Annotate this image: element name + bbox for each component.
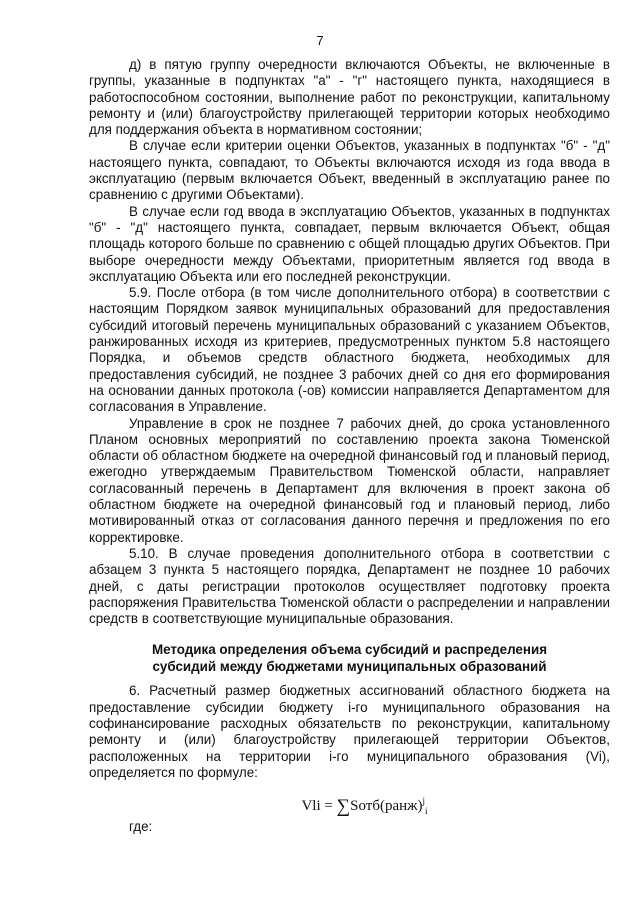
page-number: 7: [316, 33, 324, 48]
paragraph-approval: Управление в срок не позднее 7 рабочих дней, до срока установленного Планом основных мероприятий по составлению проекта закона Тюменской области об областном бюджете на очередной финансовый год и плановый период, ежегодно утверждаемым Правительством Тюменской области, направляет согласованный перечень в Департамент для включения в проект закона об областном бюджете на очередной финансовый год и плановый период, либо мотивированный отказ от согласования данного перечня и предложения по его корректировке.: [89, 415, 610, 545]
paragraph-group5: д) в пятую группу очередности включаются Объекты, не включенные в группы, указанные в подпунктах "а" - "г" настоящего пункта, находящиеся в работоспособном состоянии, выполнение работ по реконструкции, капитальному ремонту и (или) благоустройству прилегающей территории которых необходимо для поддержания объекта в нормативном состоянии;: [89, 57, 610, 138]
section-heading: [89, 641, 610, 675]
where-label: где:: [129, 819, 153, 835]
paragraph-6: 6. Расчетный размер бюджетных ассигнований областного бюджета на предоставление субсидии бюджету i-го муниципального образования на софинансирование расходных обязательств по реконструкции, капитальному ремонту и (или) благоустройству прилегающей территории Объектов, расположенных на территории i-го муниципального образования (Vi), определяется по формуле:: [89, 683, 610, 780]
formula-lhs: Vli =: [301, 798, 333, 815]
paragraph-5-9: 5.9. После отбора (в том числе дополнительного отбора) в соответствии с настоящим Порядком заявок муниципальных образований для предоставления субсидий итоговый перечень муниципальных образований с указанием Объектов, ранжированных исходя из критериев, предусмотренных пунктом 5.8 настоящего Порядка, и объемов средств областного бюджета, необходимых для предоставления субсидий, не позднее 3 рабочих дней со дня его формирования на основании данных протокола (-ов) комиссии направляется Департаментом для согласования в Управление.: [89, 285, 610, 415]
formula-subscript: i: [425, 806, 428, 817]
formula: [89, 793, 610, 819]
section-heading-line2: субсидий между бюджетами муниципальных образований: [152, 659, 547, 675]
document-body: [89, 57, 610, 836]
formula-superscript: j: [422, 796, 426, 807]
paragraph-5-10: 5.10. В случае проведения дополнительного отбора в соответствии с абзацем 3 пункта 5 настоящего порядка, Департамент не позднее 10 рабочих дней, с даты регистрации протоколов осуществляет подготовку проекта распоряжения Правительства Тюменской области о распределении и направлении средств в соответствующие муниципальные образования.: [89, 545, 610, 627]
paragraph-year-match: В случае если год ввода в эксплуатацию Объектов, указанных в подпунктах "б" - "д" настоящего пункта, совпадает, первым включается Объект, общая площадь которого больше по сравнению с общей площадью других Объектов. При выборе очередности между Объектами, приоритетным является год ввода в эксплуатацию Объекта или его последней реконструкции.: [89, 203, 610, 284]
paragraph-criteria-match: В случае если критерии оценки Объектов, указанных в подпунктах "б" - "д" настоящего пункта, совпадают, то Объекты включаются исходя из года ввода в эксплуатацию (первым включается Объект, введенный в эксплуатацию ранее по сравнению с другими Объектами).: [89, 138, 610, 203]
formula-term: Sотб(ранж): [350, 798, 423, 815]
section-heading-line1: Методика определения объема субсидий и распределения: [151, 642, 548, 658]
sum-symbol: ∑: [336, 796, 351, 818]
